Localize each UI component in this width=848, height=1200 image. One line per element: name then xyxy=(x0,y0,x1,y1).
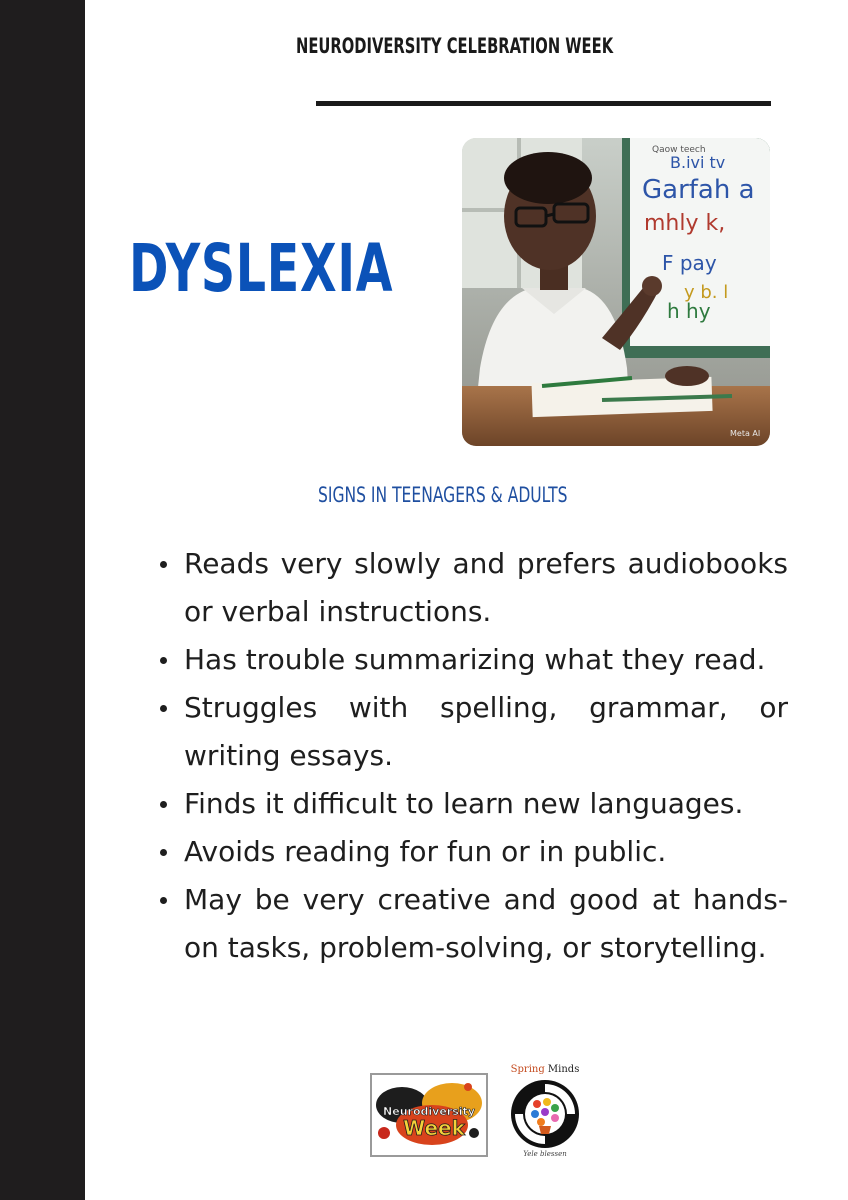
header-title: NEURODIVERSITY CELEBRATION WEEK xyxy=(296,34,614,58)
list-item: Avoids reading for fun or in public. xyxy=(184,828,788,876)
spring-minds-word2: Minds xyxy=(547,1064,580,1075)
spring-minds-logo xyxy=(505,1062,585,1166)
board-letters-line: Garfah a xyxy=(642,175,755,205)
spring-minds-word1: Spring xyxy=(510,1064,545,1075)
list-item: Struggles with spelling, grammar, or writing essays. xyxy=(184,684,788,780)
spring-minds-emblem-icon xyxy=(509,1078,581,1150)
board-letters-line: y b. l xyxy=(684,282,729,303)
boy-at-whiteboard-photo xyxy=(462,138,770,446)
board-letters-line: h hy xyxy=(667,299,711,323)
list-item: Reads very slowly and prefers audiobooks or verbal instructions. xyxy=(184,540,788,636)
board-letters-line: B.ivi tv xyxy=(670,153,726,172)
list-item: Has trouble summarizing what they read. xyxy=(184,636,788,684)
board-letters-line: mhly k, xyxy=(644,211,726,236)
board-letters-line: F pay xyxy=(662,251,717,275)
section-subtitle: SIGNS IN TEENAGERS & ADULTS xyxy=(318,483,568,507)
list-item: Finds it difficult to learn new languages. xyxy=(184,780,788,828)
left-side-bar xyxy=(0,0,85,1200)
ndw-logo-line2: Week xyxy=(403,1116,465,1140)
neurodiversity-week-logo xyxy=(370,1073,488,1157)
page-title: DYSLEXIA xyxy=(129,230,394,307)
photo-watermark: Meta AI xyxy=(730,429,761,438)
ndw-logo-line1: Neurodiversity xyxy=(383,1105,475,1118)
signs-list xyxy=(184,540,788,972)
board-letters-line: Qaow teech xyxy=(652,145,706,155)
header-divider xyxy=(316,101,771,106)
list-item: May be very creative and good at hands-on tasks, problem-solving, or storytelling. xyxy=(184,876,788,972)
spring-minds-tagline: Yele blessen xyxy=(523,1150,567,1158)
spring-minds-name xyxy=(505,1064,585,1075)
